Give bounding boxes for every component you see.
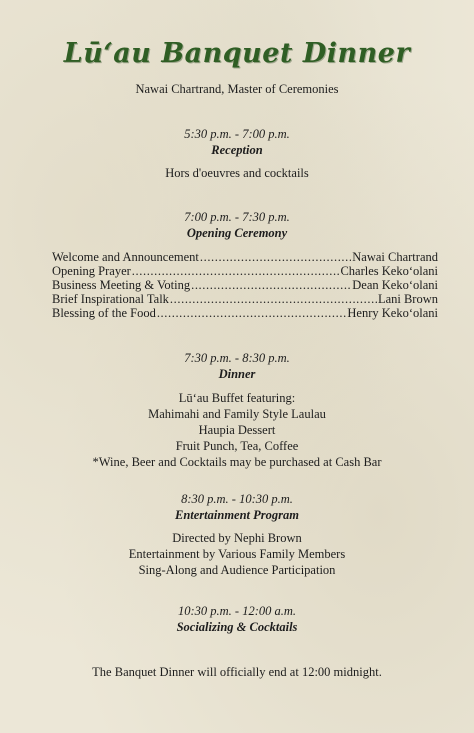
- program-row: [52, 278, 438, 292]
- opening-heading: Opening Ceremony: [186, 226, 288, 240]
- socializing-time: 10:30 p.m. - 12:00 a.m.: [177, 604, 297, 618]
- program-row: [52, 250, 438, 264]
- master-of-ceremonies: Nawai Chartrand, Master of Ceremonies: [135, 82, 339, 96]
- program-item: Business Meeting & Voting: [52, 278, 191, 292]
- dinner-heading: Dinner: [218, 367, 256, 381]
- dinner-time: 7:30 p.m. - 8:30 p.m.: [184, 351, 290, 365]
- dinner-line: Mahimahi and Family Style Laulau: [148, 407, 326, 421]
- page-title: Lū‘au Banquet Dinner: [63, 38, 411, 69]
- closing-note: [0, 664, 474, 680]
- leader-dots: [191, 278, 351, 292]
- entertainment-time: 8:30 p.m. - 10:30 p.m.: [181, 492, 293, 506]
- dinner-line: Lū‘au Buffet featuring:: [178, 391, 296, 405]
- dinner-line: Haupia Dessert: [198, 423, 276, 437]
- program-person: Henry Keko‘olani: [347, 306, 438, 320]
- program-row: [52, 306, 438, 320]
- program-person: Dean Keko‘olani: [352, 278, 438, 292]
- program-row: [52, 292, 438, 306]
- entertainment-line: Entertainment by Various Family Members: [128, 547, 346, 561]
- entertainment-line: Directed by Nephi Brown: [172, 531, 302, 545]
- socializing-heading: Socializing & Cocktails: [176, 620, 298, 634]
- reception-section: [0, 126, 474, 158]
- reception-details: [0, 165, 474, 181]
- program-person: Lani Brown: [377, 292, 438, 306]
- reception-heading: Reception: [211, 143, 263, 157]
- closing-line: The Banquet Dinner will officially end at 12:00 midnight.: [92, 665, 382, 679]
- opening-time: 7:00 p.m. - 7:30 p.m.: [184, 210, 290, 224]
- program-row: [52, 264, 438, 278]
- leader-dots: [200, 250, 351, 264]
- reception-line: Hors d'oeuvres and cocktails: [165, 166, 309, 180]
- dinner-section: [0, 350, 474, 382]
- dinner-details: [0, 390, 474, 470]
- program-person: Charles Keko‘olani: [340, 264, 438, 278]
- reception-time: 5:30 p.m. - 7:00 p.m.: [184, 127, 290, 141]
- entertainment-details: [0, 530, 474, 578]
- program-item: Brief Inspirational Talk: [52, 292, 169, 306]
- opening-program-list: [52, 250, 438, 320]
- leader-dots: [132, 264, 340, 278]
- program-person: Nawai Chartrand: [352, 250, 438, 264]
- entertainment-section: [0, 491, 474, 523]
- entertainment-line: Sing-Along and Audience Participation: [138, 563, 336, 577]
- program-item: Opening Prayer: [52, 264, 131, 278]
- dinner-line: Fruit Punch, Tea, Coffee: [175, 439, 299, 453]
- program-item: Welcome and Announcement: [52, 250, 199, 264]
- entertainment-heading: Entertainment Program: [175, 508, 299, 522]
- program-item: Blessing of the Food: [52, 306, 156, 320]
- leader-dots: [157, 306, 347, 320]
- socializing-section: [0, 603, 474, 635]
- leader-dots: [170, 292, 377, 306]
- opening-section: [0, 209, 474, 241]
- dinner-line: *Wine, Beer and Cocktails may be purchased at Cash Bar: [92, 455, 382, 469]
